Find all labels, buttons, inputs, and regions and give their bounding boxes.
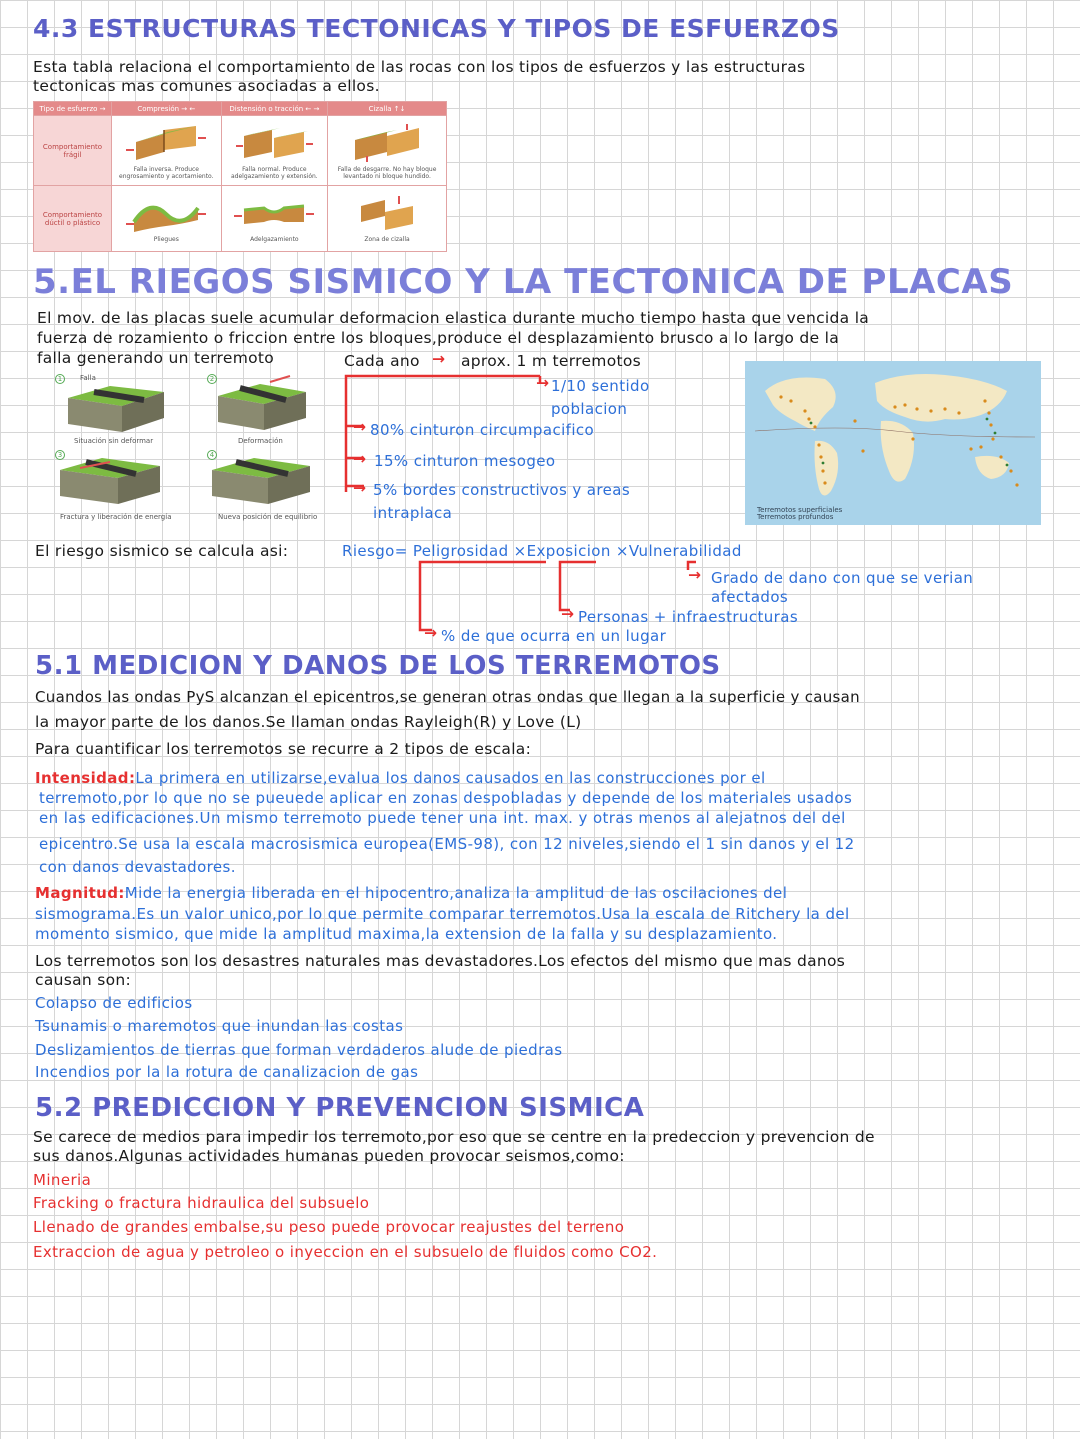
cause-item-1: Mineria [33, 1171, 92, 1189]
s5-paragraph-line-2: fuerza de rozamiento o friccion entre los bloques,produce el desplazamiento brusco a lo largo de la [37, 329, 840, 347]
branch-population-2: poblacion [551, 400, 628, 418]
s51-paragraph-line-2: la mayor parte de los danos.Se llaman ondas Rayleigh(R) y Love (L) [35, 713, 582, 731]
intensity-line-1 [35, 769, 766, 788]
step-number-1: 1 [55, 374, 65, 384]
risk-formula: Riesgo= Peligrosidad ×Exposicion ×Vulnerabilidad [342, 542, 742, 560]
cause-item-4: Extraccion de agua y petroleo o inyeccion en el subsuelo de fluidos como CO2. [33, 1243, 658, 1261]
strike-slip-illustration [347, 122, 427, 164]
s52-paragraph-line-2: sus danos.Algunas actividades humanas pueden provocar seismos,como: [33, 1147, 625, 1165]
branch-mesogean: 15% cinturon mesogeo [374, 452, 556, 470]
arrow-glyph-3: → [353, 418, 367, 436]
arrow-glyph-6: → [688, 566, 702, 584]
magnitude-label: Magnitud: [35, 884, 125, 902]
table-header-type: Tipo de esfuerzo → [34, 102, 112, 116]
table-row-label-fragile: Comportamiento frágil [34, 116, 112, 186]
earthquake-world-map [745, 361, 1041, 525]
thinning-illustration [234, 194, 314, 234]
table-cell-normal-fault [221, 116, 328, 186]
fault-step-2 [218, 376, 306, 430]
intensity-text-1: La primera en utilizarse,evalua los danos causados en las construcciones por el [135, 769, 766, 787]
table-header-distension: Distensión o tracción ← → [221, 102, 328, 116]
map-legend-shallow: Terremotos superficiales [757, 506, 843, 514]
fault-sequence-figure [40, 370, 340, 525]
intensity-label: Intensidad: [35, 769, 136, 787]
intensity-line-4: epicentro.Se usa la escala macrosismica europea(EMS-98), con 12 niveles,siendo el 1 sin danos y el 12 [39, 835, 855, 853]
table-cell-thinning [221, 186, 328, 252]
cause-item-3: Llenado de grandes embalse,su peso puede provocar reajustes del terreno [33, 1218, 625, 1236]
risk-intro: El riesgo sismico se calcula asi: [35, 542, 289, 560]
effects-intro-1: Los terremotos son los desastres naturales mas devastadores.Los efectos del mismo que mas danos [35, 952, 846, 970]
fault-label: Falla [80, 374, 96, 382]
vulnerability-note-1: Grado de dano con que se verian [711, 569, 974, 587]
branch-circumpacific: 80% cinturon circumpacifico [370, 421, 595, 439]
s43-intro-line-1: Esta tabla relaciona el comportamiento de las rocas con los tipos de esfuerzos y las estructuras [33, 58, 806, 76]
arrow-glyph-2: → [536, 374, 550, 392]
effect-item-3: Deslizamientos de tierras que forman verdaderos alude de piedras [35, 1041, 563, 1059]
s5-paragraph-line-1: El mov. de las placas suele acumular deformacion elastica durante mucho tiempo hasta que vencida la [37, 309, 870, 327]
table-cell-reverse-fault [112, 116, 222, 186]
table-cell-strike-slip [328, 116, 447, 186]
caption-strike-slip: Falla de desgarre. No hay bloque levantado ni bloque hundido. [337, 165, 437, 180]
s5-paragraph-line-3: falla generando un terremoto [37, 349, 275, 367]
magnitude-line-3: momento sismico, que mide la amplitud maxima,la extension de la falla y su desplazamiento. [35, 925, 778, 943]
magnitude-line-2: sismograma.Es un valor unico,por lo que permite comparar terremotos.Usa la escala de Ritchery la del [35, 905, 850, 923]
exposure-note: Personas + infraestructuras [578, 608, 799, 626]
fault-step-1 [68, 386, 164, 432]
effect-item-2: Tsunamis o maremotos que inundan las costas [35, 1017, 404, 1035]
yearly-label: Cada ano [344, 352, 420, 370]
caption-reverse-fault: Falla inversa. Produce engrosamiento y acortamiento. [119, 165, 214, 180]
arrow-glyph-4: → [353, 450, 367, 468]
step-number-4: 4 [207, 450, 217, 460]
caption-deformation: Deformación [238, 437, 283, 445]
intensity-line-5: con danos devastadores. [39, 858, 236, 876]
stress-structures-table [33, 101, 447, 252]
caption-thinning: Adelgazamiento [250, 236, 299, 243]
table-cell-shear-zone [328, 186, 447, 252]
caption-normal-fault: Falla normal. Produce adelgazamiento y extensión. [231, 165, 318, 180]
caption-undeformed: Situación sin deformar [74, 437, 154, 445]
arrow-glyph: → [432, 350, 446, 368]
branch-constructive-2: intraplaca [373, 504, 453, 522]
map-legend-deep: Terremotos profundos [757, 513, 834, 521]
table-cell-folds [112, 186, 222, 252]
reverse-fault-illustration [126, 122, 206, 164]
section-4-3-title: 4.3 ESTRUCTURAS TECTONICAS Y TIPOS DE ESFUERZOS [33, 14, 840, 43]
normal-fault-illustration [234, 122, 314, 164]
table-row-label-ductile: Comportamiento dúctil o plástico [34, 186, 112, 252]
branch-constructive-1: 5% bordes constructivos y areas [373, 481, 631, 499]
arrow-glyph-5: → [353, 479, 367, 497]
section-5-1-title: 5.1 MEDICION Y DANOS DE LOS TERREMOTOS [35, 651, 721, 681]
step-number-3: 3 [55, 450, 65, 460]
hazard-note: % de que ocurra en un lugar [441, 627, 667, 645]
s52-paragraph-line-1: Se carece de medios para impedir los terremoto,por eso que se centre en la predeccion y prevencion de [33, 1128, 875, 1146]
magnitude-text-1: Mide la energia liberada en el hipocentro,analiza la amplitud de las oscilaciones del [124, 884, 788, 902]
folds-illustration [126, 194, 206, 234]
caption-fracture: Fractura y liberación de energía [60, 513, 172, 521]
caption-shear-zone: Zona de cizalla [364, 236, 410, 243]
table-header-compression: Compresión → ← [112, 102, 222, 116]
cause-item-2: Fracking o fractura hidraulica del subsuelo [33, 1194, 370, 1212]
effect-item-4: Incendios por la la rotura de canalizacion de gas [35, 1063, 419, 1081]
effect-item-1: Colapso de edificios [35, 994, 193, 1012]
fault-step-3 [60, 458, 160, 504]
caption-new-equilibrium: Nueva posición de equilibrio [218, 513, 318, 521]
branch-population-1: 1/10 sentido [551, 377, 650, 395]
arrow-glyph-8: → [424, 624, 438, 642]
s43-intro-line-2: tectonicas mas comunes asociadas a ellos. [33, 77, 380, 95]
step-number-2: 2 [207, 374, 217, 384]
caption-folds: Pliegues [153, 236, 179, 243]
fault-step-4 [212, 458, 310, 504]
section-5-2-title: 5.2 PREDICCION Y PREVENCION SISMICA [35, 1093, 645, 1123]
section-5-title: 5.EL RIEGOS SISMICO Y LA TECTONICA DE PLACAS [33, 262, 1014, 302]
intensity-line-3: en las edificaciones.Un mismo terremoto puede tener una int. max. y otras menos al alejatnos del del [39, 809, 846, 827]
intensity-line-2: terremoto,por lo que no se pueuede aplicar en zonas despobladas y depende de los materiales usados [39, 789, 853, 807]
s51-paragraph-line-3: Para cuantificar los terremotos se recurre a 2 tipos de escala: [35, 740, 532, 758]
magnitude-line-1 [35, 884, 787, 903]
yearly-quake-count: aprox. 1 m terremotos [461, 352, 642, 370]
s51-paragraph-line-1: Cuandos las ondas PyS alcanzan el epicentros,se generan otras ondas que llegan a la superficie y causan [35, 688, 860, 706]
shear-zone-illustration [347, 194, 427, 234]
arrow-glyph-7: → [561, 605, 575, 623]
table-header-shear: Cizalla ↑↓ [328, 102, 447, 116]
vulnerability-note-2: afectados [711, 588, 789, 606]
effects-intro-2: causan son: [35, 971, 132, 989]
